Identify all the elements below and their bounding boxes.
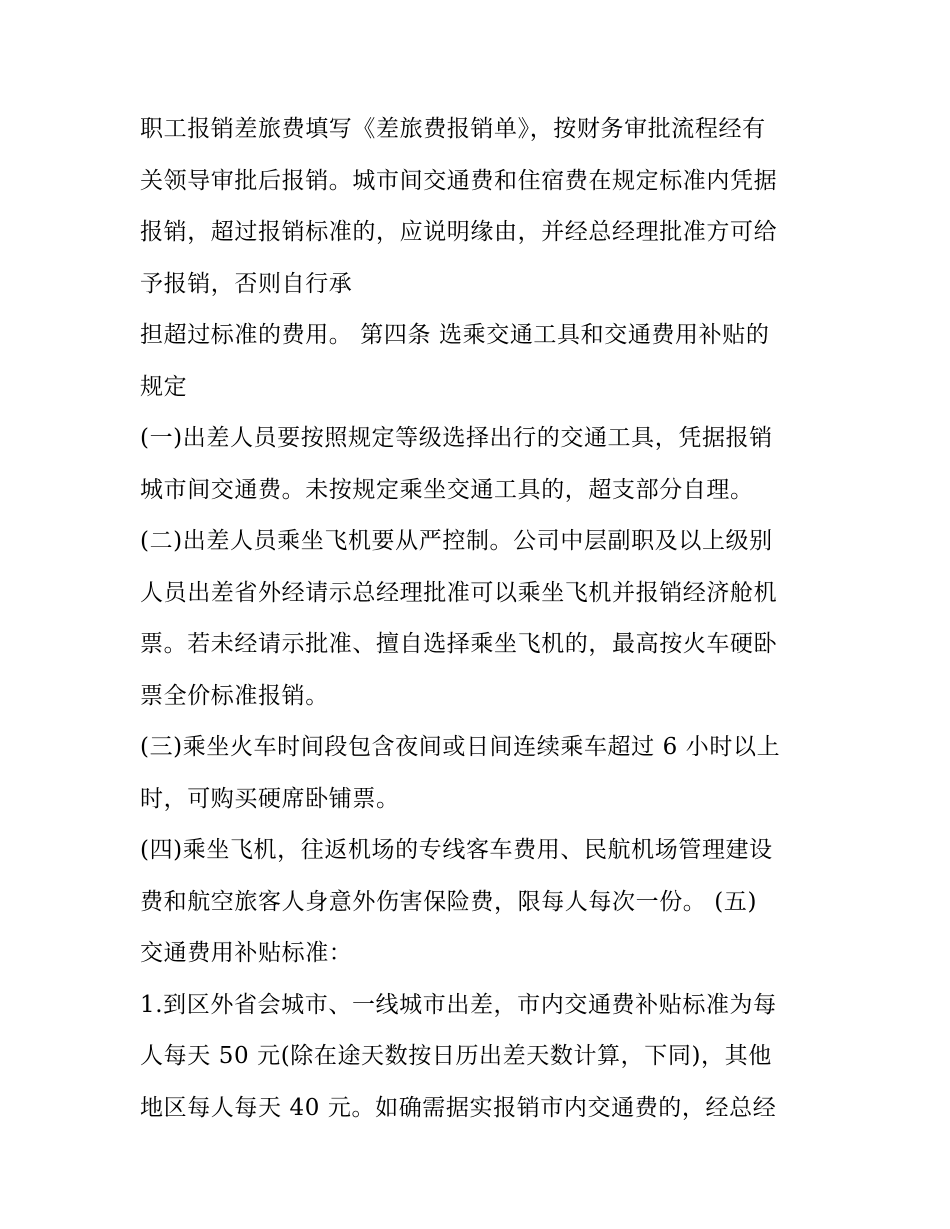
text-line-5: 担超过标准的费用。 第四条 选乘交通工具和交通费用补贴的	[140, 322, 770, 348]
text-line-2: 关领导审批后报销。城市间交通费和住宿费在规定标准内凭据	[140, 167, 778, 194]
text-line-20: 地区每人每天 40 元。如确需据实报销市内交通费的，经总经	[140, 1094, 777, 1121]
text-line-3: 报销，超过报销标准的，应说明缘由，并经总经理批准方可给	[140, 219, 778, 245]
text-line-6: 规定	[140, 373, 188, 400]
document-body	[140, 107, 830, 1137]
text-line-11: 票。若未经请示批准、擅自选择乘坐飞机的，最高按火车硬卧	[140, 631, 778, 657]
text-line-10: 人员出差省外经请示总经理批准可以乘坐飞机并报销经济舱机	[140, 579, 778, 606]
text-line-4: 予报销，否则自行承	[140, 270, 353, 297]
text-line-15: (四)乘坐飞机，往返机场的专线客车费用、民航机场管理建设	[140, 837, 773, 863]
text-line-16: 费和航空旅客人身意外伤害保险费，限每人每次一份。 (五)	[140, 888, 758, 915]
text-line-1: 职工报销差旅费填写《差旅费报销单》，按财务审批流程经有	[140, 116, 766, 142]
text-line-13: (三)乘坐火车时间段包含夜间或日间连续乘车超过 6 小时以上	[140, 734, 781, 760]
text-line-7: (一)出差人员要按照规定等级选择出行的交通工具，凭据报销	[140, 425, 773, 451]
text-line-12: 票全价标准报销。	[140, 682, 329, 709]
text-line-9: (二)出差人员乘坐飞机要从严控制。公司中层副职及以上级别	[140, 528, 773, 554]
text-line-17: 交通费用补贴标准：	[140, 940, 353, 966]
text-line-19: 人每天 50 元(除在途天数按日历出差天数计算，下同)，其他	[140, 1043, 772, 1069]
text-line-18: 1.到区外省会城市、一线城市出差，市内交通费补贴标准为每	[140, 991, 777, 1018]
text-line-8: 城市间交通费。未按规定乘坐交通工具的，超支部分自理。	[140, 476, 754, 503]
text-line-14: 时，可购买硬席卧铺票。	[140, 785, 400, 812]
